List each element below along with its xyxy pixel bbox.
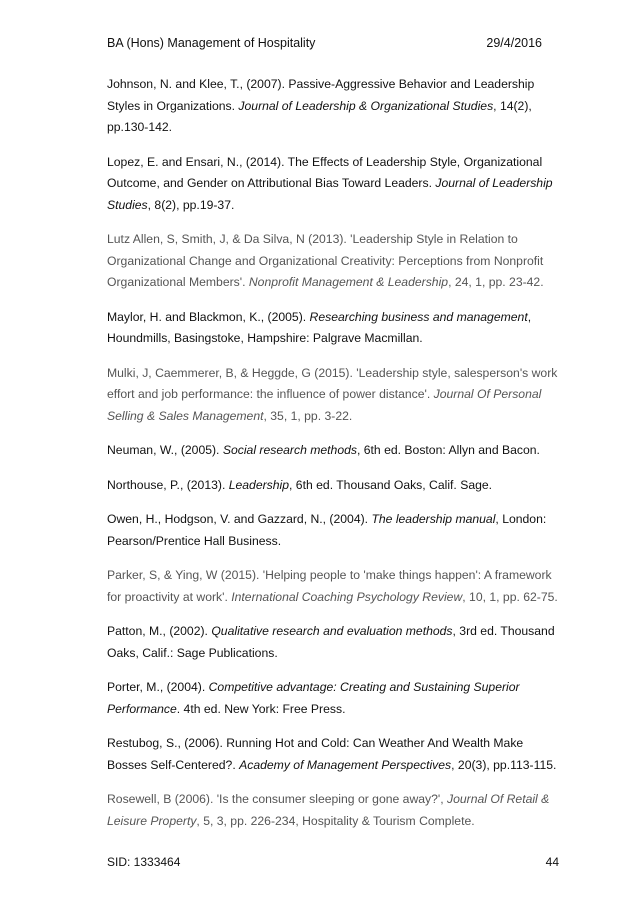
reference-source-title: Journal of Leadership & Organizational Studies xyxy=(238,98,494,113)
reference-text: Owen, H., Hodgson, V. and Gazzard, N., (2004). xyxy=(107,512,372,526)
reference-source-title: Nonprofit Management & Leadership xyxy=(248,275,449,289)
reference-source-title: Journal of Leadership Studies xyxy=(107,176,553,212)
reference-source-title: Qualitative research and evaluation methods xyxy=(211,624,453,638)
reference-text: , London: Pearson/Prentice Hall Business. xyxy=(107,512,547,548)
reference-source-title: Social research methods xyxy=(222,443,357,457)
reference-entry xyxy=(107,677,559,720)
reference-source-title: International Coaching Psychology Review xyxy=(231,589,463,604)
reference-entry xyxy=(107,440,559,462)
reference-entry xyxy=(107,152,559,217)
header-title: BA (Hons) Management of Hospitality xyxy=(107,36,316,50)
reference-source-title: Leadership xyxy=(228,477,290,492)
reference-entry xyxy=(107,229,559,294)
reference-text: , 8(2), pp.19-37. xyxy=(147,197,235,212)
reference-text: . 4th ed. New York: Free Press. xyxy=(176,701,346,716)
reference-text: Rosewell, B (2006). 'Is the consumer sleeping or gone away?', xyxy=(107,792,447,806)
reference-text: Neuman, W., (2005). xyxy=(107,443,223,457)
reference-text: , 35, 1, pp. 3-22. xyxy=(263,408,353,423)
reference-text: , 5, 3, pp. 226-234, Hospitality & Tourism Complete. xyxy=(196,813,475,828)
reference-text: , 24, 1, pp. 23-42. xyxy=(448,275,544,289)
header-date: 29/4/2016 xyxy=(486,36,542,50)
student-id: SID: 1333464 xyxy=(107,855,181,869)
reference-source-title: Journal Of Retail & Leisure Property xyxy=(107,792,550,828)
reference-text: Northouse, P., (2013). xyxy=(107,477,229,492)
reference-entry xyxy=(107,363,559,428)
reference-list xyxy=(107,74,559,845)
reference-entry xyxy=(107,789,559,832)
reference-text: Restubog, S., (2006). Running Hot and Cold: Can Weather And Wealth Make Bosses Self-Centered?. xyxy=(107,736,524,772)
reference-text: Lopez, E. and Ensari, N., (2014). The Effects of Leadership Style, Organizational Outcome, and Gender on Attributional Bias Toward Leaders. xyxy=(107,154,543,190)
reference-source-title: Competitive advantage: Creating and Sustaining Superior Performance xyxy=(107,680,520,716)
reference-text: Porter, M., (2004). xyxy=(107,680,209,694)
reference-text: , 20(3), pp.113-115. xyxy=(451,757,557,772)
page-header xyxy=(107,36,542,50)
reference-entry xyxy=(107,509,559,552)
reference-text: , 14(2), pp.130-142. xyxy=(107,98,532,134)
reference-text: Patton, M., (2002). xyxy=(107,624,212,638)
reference-text: , 6th ed. Boston: Allyn and Bacon. xyxy=(356,443,540,457)
reference-text: Johnson, N. and Klee, T., (2007). Passive-Aggressive Behavior and Leadership Styles in Organizations. xyxy=(107,77,535,113)
reference-source-title: Academy of Management Perspectives xyxy=(239,757,452,772)
reference-entry xyxy=(107,565,559,608)
page-number: 44 xyxy=(545,855,559,869)
reference-source-title: The leadership manual xyxy=(371,512,496,526)
reference-source-title: Researching business and management xyxy=(309,309,528,324)
reference-text: Parker, S, & Ying, W (2015). 'Helping people to 'make things happen': A framework for proactivity at work'. xyxy=(107,568,552,604)
reference-entry xyxy=(107,307,559,350)
reference-entry xyxy=(107,74,559,139)
reference-entry xyxy=(107,733,559,776)
reference-text: , 10, 1, pp. 62-75. xyxy=(462,589,558,604)
reference-entry xyxy=(107,475,559,497)
page-footer xyxy=(107,855,559,869)
reference-text: , 3rd ed. Thousand Oaks, Calif.: Sage Publications. xyxy=(107,624,555,660)
reference-source-title: Journal Of Personal Selling & Sales Management xyxy=(107,387,542,423)
reference-entry xyxy=(107,621,559,664)
reference-text: , 6th ed. Thousand Oaks, Calif. Sage. xyxy=(289,477,493,492)
reference-text: Mulki, J, Caemmerer, B, & Heggde, G (2015). 'Leadership style, salesperson's work effort and job performance: the influence of power distance'. xyxy=(107,365,558,401)
reference-text: , Houndmills, Basingstoke, Hampshire: Palgrave Macmillan. xyxy=(107,309,532,345)
reference-text: Maylor, H. and Blackmon, K., (2005). xyxy=(107,309,310,324)
reference-text: Lutz Allen, S, Smith, J, & Da Silva, N (2013). 'Leadership Style in Relation to Organizational Change and Organizational Creativity: Perceptions from Nonprofit Organizational Members'. xyxy=(107,232,544,289)
